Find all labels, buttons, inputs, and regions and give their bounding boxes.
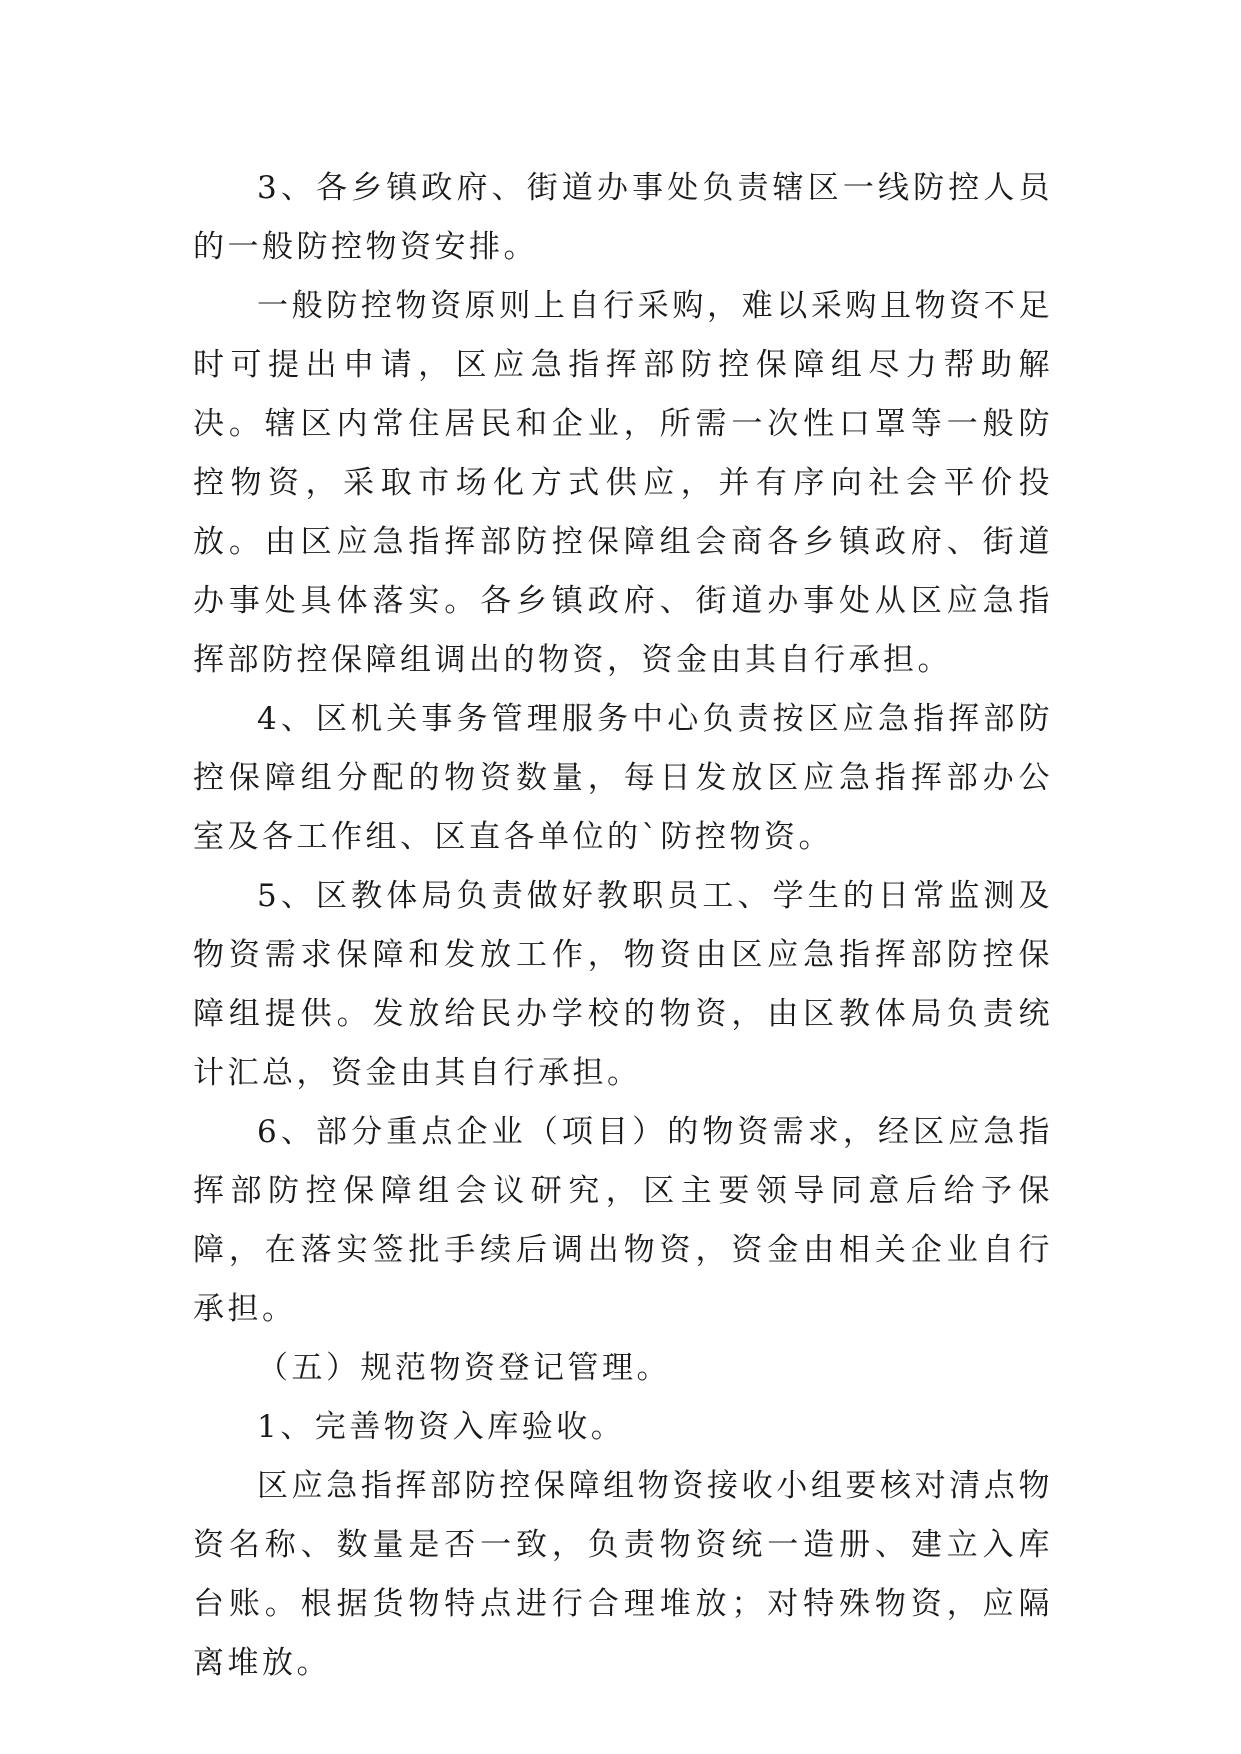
paragraph-key-enterprises: 6、部分重点企业（项目）的物资需求，经区应急指挥部防控保障组会议研究，区主要领导同意后给予保障，在落实签批手续后调出物资，资金由相关企业自行承担。 — [193, 1114, 1053, 1327]
paragraph-township-supplies: 3、各乡镇政府、街道办事处负责辖区一线防控人员的一般防控物资安排。 — [193, 170, 1053, 265]
document-body — [193, 159, 1053, 1693]
paragraph-education-bureau: 5、区教体局负责做好教职员工、学生的日常监测及物资需求保障和发放工作，物资由区应急指挥部防控保障组提供。发放给民办学校的物资，由区教体局负责统计汇总，资金由其自行承担。 — [193, 878, 1053, 1091]
paragraph-receiving-team: 区应急指挥部防控保障组物资接收小组要核对清点物资名称、数量是否一致，负责物资统一造册、建立入库台账。根据货物特点进行合理堆放；对特殊物资，应隔离堆放。 — [193, 1468, 1053, 1681]
paragraph-affairs-center: 4、区机关事务管理服务中心负责按区应急指挥部防控保障组分配的物资数量，每日发放区应急指挥部办公室及各工作组、区直各单位的`防控物资。 — [193, 701, 1053, 855]
paragraph-general-supplies: 一般防控物资原则上自行采购，难以采购且物资不足时可提出申请，区应急指挥部防控保障组尽力帮助解决。辖区内常住居民和企业，所需一次性口罩等一般防控物资，采取市场化方式供应，并有序向社会平价投放。由区应急指挥部防控保障组会商各乡镇政府、街道办事处具体落实。各乡镇政府、街道办事处从区应急指挥部防控保障组调出的物资，资金由其自行承担。 — [193, 288, 1053, 678]
subheading-warehouse-acceptance: 1、完善物资入库验收。 — [257, 1409, 626, 1445]
section-heading-registration: （五）规范物资登记管理。 — [257, 1350, 671, 1386]
